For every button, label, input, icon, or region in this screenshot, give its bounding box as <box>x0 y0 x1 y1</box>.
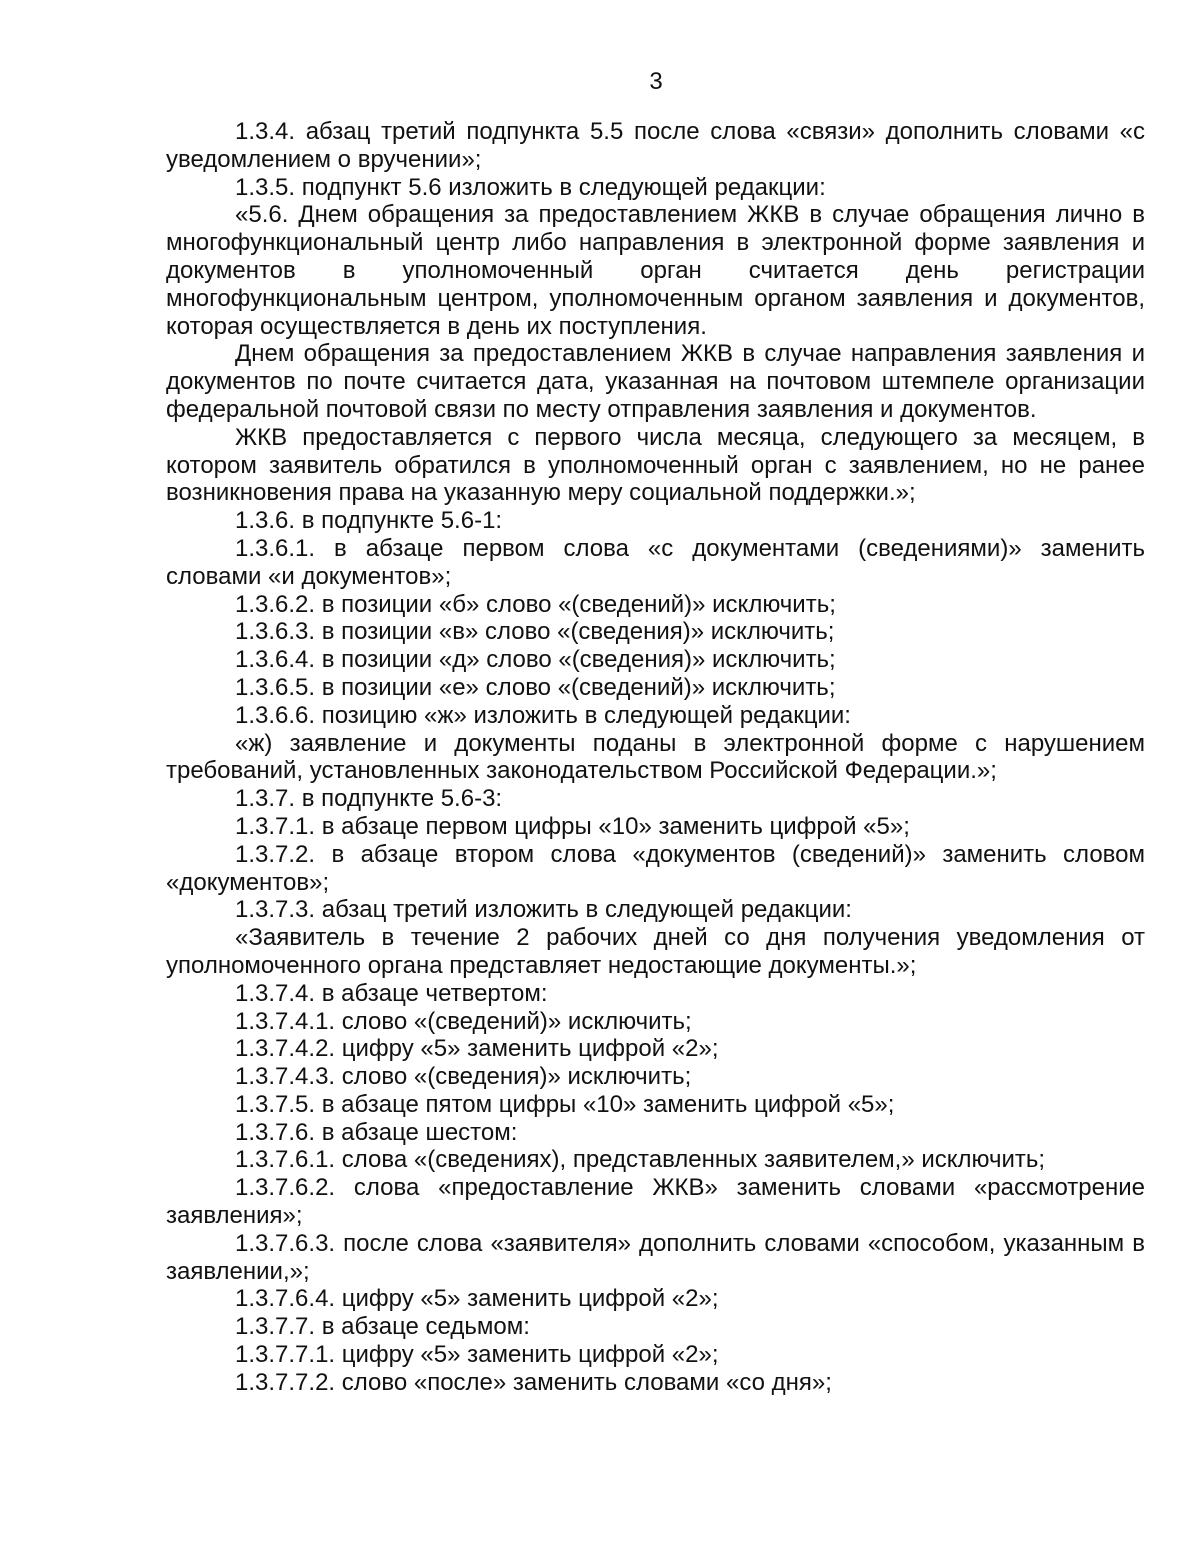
paragraph: 1.3.7. в подпункте 5.6-3: <box>235 785 503 813</box>
paragraph: 1.3.6.2. в позиции «б» слово «(сведений)» исключить; <box>235 590 836 618</box>
paragraph: 1.3.7.6.2. слова «предоставление ЖКВ» заменить словами «рассмотрение заявления»; <box>166 1174 1145 1230</box>
paragraph: 1.3.6.4. в позиции «д» слово «(сведения)» исключить; <box>235 646 836 674</box>
paragraph: «ж) заявление и документы поданы в электронной форме с нарушением требований, установленных законодательством Российской Федерации.»; <box>166 729 1145 785</box>
paragraph: 1.3.4. абзац третий подпункта 5.5 после слова «связи» дополнить словами «с уведомлением о вручении»; <box>166 118 1145 173</box>
paragraph: 1.3.6.5. в позиции «е» слово «(сведений)» исключить; <box>235 673 836 701</box>
paragraph: «5.6. Днем обращения за предоставлением ЖКВ в случае обращения лично в многофункциональный центр либо направления в электронной форме заявления и документов в уполномоченный орган считается день регистрации многофункциональным центром, уполномоченным органом заявления и документов, которая осуществляется в день их поступления. <box>166 201 1145 340</box>
paragraph: 1.3.7.4.1. слово «(сведений)» исключить; <box>235 1007 692 1035</box>
page-number: 3 <box>649 68 663 95</box>
paragraph: 1.3.7.4.2. цифру «5» заменить цифрой «2»; <box>235 1035 719 1063</box>
paragraph: 1.3.7.3. абзац третий изложить в следующей редакции: <box>235 896 852 924</box>
paragraph: 1.3.7.7.2. слово «после» заменить словами «со дня»; <box>235 1368 832 1396</box>
paragraph: 1.3.7.6.4. цифру «5» заменить цифрой «2»; <box>235 1285 719 1313</box>
paragraph: ЖКВ предоставляется с первого числа месяца, следующего за месяцем, в котором заявитель обратился в уполномоченный орган с заявлением, но не ранее возникновения права на указанную меру социальной поддержки.»; <box>166 423 1145 507</box>
paragraph: Днем обращения за предоставлением ЖКВ в случае направления заявления и документов по почте считается дата, указанная на почтовом штемпеле организации федеральной почтовой связи по месту отправления заявления и документов. <box>166 340 1145 423</box>
paragraph: «Заявитель в течение 2 рабочих дней со дня получения уведомления от уполномоченного органа представляет недостающие документы.»; <box>166 924 1145 979</box>
paragraph: 1.3.5. подпункт 5.6 изложить в следующей редакции: <box>235 173 826 201</box>
paragraph: 1.3.7.6. в абзаце шестом: <box>235 1118 518 1146</box>
paragraph: 1.3.6. в подпункте 5.6-1: <box>235 507 503 535</box>
paragraph: 1.3.6.3. в позиции «в» слово «(сведения)» исключить; <box>235 618 835 646</box>
document-body <box>166 118 1145 1397</box>
paragraph: 1.3.7.6.3. после слова «заявителя» дополнить словами «способом, указанным в заявлении,»; <box>166 1229 1145 1285</box>
paragraph: 1.3.6.1. в абзаце первом слова «с документами (сведениями)» заменить словами «и документов»; <box>166 534 1145 590</box>
paragraph: 1.3.7.7.1. цифру «5» заменить цифрой «2»; <box>235 1341 719 1369</box>
paragraph: 1.3.7.4. в абзаце четвертом: <box>235 979 548 1007</box>
paragraph: 1.3.7.7. в абзаце седьмом: <box>235 1313 530 1341</box>
paragraph: 1.3.7.2. в абзаце втором слова «документов (сведений)» заменить словом «документов»; <box>166 840 1145 896</box>
paragraph: 1.3.7.6.1. слова «(сведениях), представленных заявителем,» исключить; <box>235 1146 1046 1174</box>
paragraph: 1.3.7.4.3. слово «(сведения)» исключить; <box>235 1063 692 1091</box>
paragraph: 1.3.7.1. в абзаце первом цифры «10» заменить цифрой «5»; <box>235 812 910 840</box>
paragraph: 1.3.6.6. позицию «ж» изложить в следующей редакции: <box>235 701 851 729</box>
paragraph: 1.3.7.5. в абзаце пятом цифры «10» заменить цифрой «5»; <box>235 1090 895 1118</box>
